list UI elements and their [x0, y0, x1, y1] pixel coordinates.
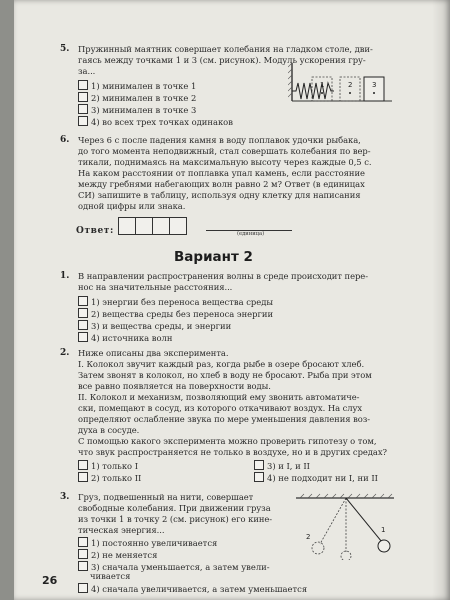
q6-line-1: Через 6 с после падения камня в воду поплавок удочки рыбака, — [78, 135, 361, 145]
q5-line-2: гаясь между точками 1 и 3 (см. рисунок). Модуль ускорения гру- — [78, 55, 366, 65]
q6-line-2: до того момента неподвижный, стал совершать колебания по вер- — [78, 146, 371, 156]
q5-option-4-label: 4) во всех трех точках одинаков — [91, 117, 233, 127]
v2q2-line-5: II. Колокол и механизм, позволяющий ему звонить автоматиче- — [78, 392, 360, 402]
q5-option-1[interactable] — [78, 80, 196, 91]
v2q2-number: 2. — [60, 348, 70, 358]
v2q3-line-1: Груз, подвешенный на нити, совершает — [78, 492, 254, 502]
q6-line-6: СИ) запишите в таблицу, используя одну клетку для написания — [78, 190, 361, 200]
q5-option-4[interactable] — [78, 116, 233, 127]
v2q2-option-3-label: 3) и I, и II — [267, 461, 310, 471]
v2q3-line-2: свободные колебания. При движении груза — [78, 503, 271, 513]
pendulum-label-2: 2 — [306, 533, 311, 541]
v2q1-option-2-label: 2) вещества среды без переноса энергии — [91, 309, 274, 319]
v2q2-option-2[interactable] — [78, 472, 141, 483]
v2q3-line-3: из точки 1 в точку 2 (см. рисунок) его кине- — [78, 514, 273, 524]
v2q1-option-3-label: 3) и вещества среды, и энергии — [91, 321, 232, 331]
v2q3-option-4[interactable] — [78, 583, 307, 594]
q6-number: 6. — [60, 135, 70, 145]
v2q2-option-1-label: 1) только I — [91, 461, 139, 471]
answer-label: Ответ: — [76, 226, 114, 236]
checkbox[interactable] — [254, 460, 264, 470]
v2q2-line-10: что звук распространяется не только в воздухе, но и в других средах? — [78, 447, 387, 457]
v2q1-line-1: В направлении распространения волны в среде происходит пере- — [78, 271, 368, 281]
v2q1-option-1-label: 1) энергии без переноса вещества среды — [91, 297, 274, 307]
q6-line-7: одной цифры или знака. — [78, 201, 186, 211]
checkbox[interactable] — [78, 320, 88, 330]
answer-cell-3[interactable] — [152, 217, 170, 235]
checkbox[interactable] — [78, 80, 88, 90]
checkbox[interactable] — [78, 549, 88, 559]
unit-caption: (единица) — [237, 231, 265, 237]
checkbox[interactable] — [78, 537, 88, 547]
answer-cell-2[interactable] — [135, 217, 153, 235]
answer-cell-4[interactable] — [169, 217, 187, 235]
figure-label-1: 1 — [320, 81, 325, 89]
q5-option-2[interactable] — [78, 92, 196, 103]
answer-cell-1[interactable] — [118, 217, 136, 235]
checkbox[interactable] — [78, 308, 88, 318]
workbook-page — [14, 0, 450, 600]
pendulum-label-1: 1 — [381, 526, 386, 534]
checkbox[interactable] — [78, 296, 88, 306]
v2q3-option-1-label: 1) постоянно увеличивается — [91, 538, 218, 548]
variant-title: Вариант 2 — [174, 249, 253, 265]
q5-option-2-label: 2) минимален в точке 2 — [91, 93, 197, 103]
v2q2-line-1: Ниже описаны два эксперимента. — [78, 348, 229, 358]
checkbox[interactable] — [78, 561, 88, 571]
v2q3-option-2-label: 2) не меняется — [91, 550, 158, 560]
v2q2-option-2-label: 2) только II — [91, 473, 142, 483]
v2q1-option-1[interactable] — [78, 296, 273, 307]
v2q2-line-9: С помощью какого эксперимента можно проверить гипотезу о том, — [78, 436, 377, 446]
checkbox[interactable] — [78, 116, 88, 126]
v2q1-option-4[interactable] — [78, 332, 172, 343]
v2q3-option-4-label: 4) сначала увеличивается, а затем уменьшается — [91, 584, 308, 594]
v2q3-option-3-cont: чивается — [90, 571, 131, 581]
q6-line-5: между гребнями набегающих волн равно 2 м? Ответ (в единицах — [78, 179, 365, 189]
v2q1-line-2: нос на значительные расстояния... — [78, 282, 233, 292]
v2q1-option-2[interactable] — [78, 308, 273, 319]
checkbox[interactable] — [78, 583, 88, 593]
q6-line-4: На каком расстоянии от поплавка упал камень, если расстояние — [78, 168, 365, 178]
v2q3-number: 3. — [60, 492, 70, 502]
v2q2-line-7: определяют ослабление звука по мере уменьшения давления воз- — [78, 414, 371, 424]
v2q2-line-3: Затем звонят в колокол, но хлеб в воду не бросают. Рыба при этом — [78, 370, 372, 380]
v2q2-line-2: I. Колокол звучит каждый раз, когда рыбе в озере бросают хлеб. — [78, 359, 365, 369]
v2q2-line-6: ски, помещают в сосуд, из которого откачивают воздух. На слух — [78, 403, 363, 413]
figure-label-2: 2 — [348, 81, 353, 89]
checkbox[interactable] — [78, 332, 88, 342]
v2q3-option-3-label: 3) сначала уменьшается, а затем увели- — [91, 562, 270, 572]
v2q2-option-4-label: 4) не подходит ни I, ни II — [267, 473, 378, 483]
thread-pendulum-figure — [290, 426, 400, 560]
q5-option-3[interactable] — [78, 104, 196, 115]
checkbox[interactable] — [254, 472, 264, 482]
checkbox[interactable] — [78, 104, 88, 114]
v2q2-option-1[interactable] — [78, 460, 138, 471]
v2q2-line-8: духа в сосуде. — [78, 425, 140, 435]
v2q1-option-3[interactable] — [78, 320, 231, 331]
q5-line-1: Пружинный маятник совершает колебания на гладком столе, дви- — [78, 44, 373, 54]
v2q3-option-2[interactable] — [78, 549, 157, 560]
v2q3-line-4: тическая энергия... — [78, 525, 165, 535]
v2q3-option-1[interactable] — [78, 537, 217, 548]
page-number: 26 — [42, 574, 58, 587]
checkbox[interactable] — [78, 460, 88, 470]
spring-pendulum-figure — [288, 57, 394, 105]
q6-line-3: тикали, поднимаясь на максимальную высоту через каждые 0,5 с. — [78, 157, 372, 167]
figure-label-3: 3 — [372, 81, 377, 89]
q5-option-1-label: 1) минимален в точке 1 — [91, 81, 197, 91]
v2q1-option-4-label: 4) источника волн — [91, 333, 173, 343]
v2q2-line-4: все равно появляется на поверхности воды. — [78, 381, 271, 391]
checkbox[interactable] — [78, 472, 88, 482]
v2q1-number: 1. — [60, 271, 70, 281]
q5-number: 5. — [60, 44, 70, 54]
q5-line-3: за... — [78, 66, 96, 76]
q5-option-3-label: 3) минимален в точке 3 — [91, 105, 197, 115]
checkbox[interactable] — [78, 92, 88, 102]
